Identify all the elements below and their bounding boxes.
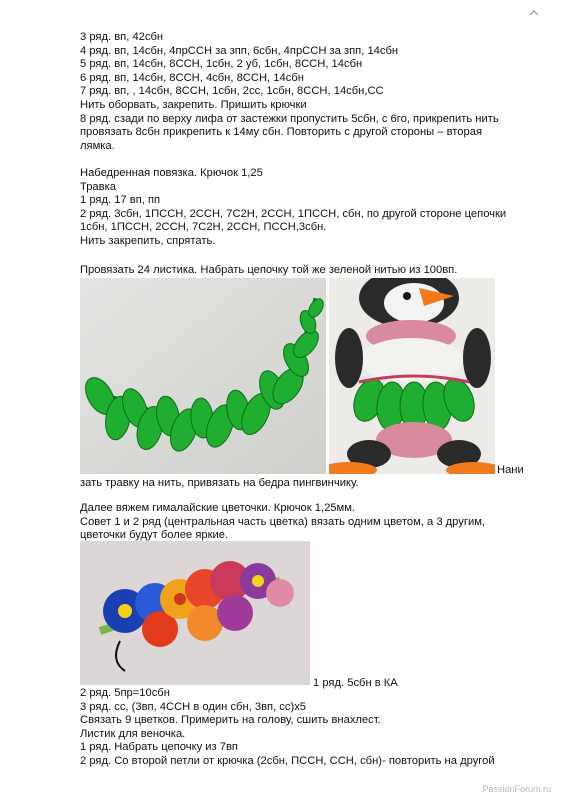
photo-flower-band [80, 541, 310, 685]
text-line: Листик для веночка. [80, 727, 186, 740]
text-line: Набедренная повязка. Крючок 1,25 [80, 167, 263, 179]
text-line: 2 ряд. 3сбн, 1ПССН, 2ССН, 7С2Н, 2ССН, 1ПССН, сбн, по другой стороне цепочки [80, 207, 507, 220]
watermark: PassionForum.ru [482, 784, 551, 794]
text-line: 3 ряд. вп, 42сбн [80, 31, 164, 43]
leaf-garland-illustration [80, 278, 326, 474]
text-block-loincloth [80, 167, 506, 249]
text-line: цветочки будут более яркие. [80, 529, 229, 542]
inline-text-tail: 1 ряд. 5сбн в КА [313, 677, 398, 689]
text-block-rows-3-8 [80, 31, 499, 153]
text-line: Нить оборвать, закрепить. Пришить крючки [80, 98, 307, 111]
text-line: 1 ряд. Набрать цепочку из 7вп [80, 741, 238, 754]
penguin-illustration [329, 278, 495, 474]
photo-leaf-garland [80, 278, 326, 474]
inline-text-line: зать травку на нить, привязать на бедра пингвинчику. [80, 477, 359, 489]
text-line: 2 ряд. 5пр=10сбн [80, 687, 170, 699]
text-block-leaves [80, 264, 457, 278]
text-line: лямка. [80, 139, 115, 152]
text-line: 2 ряд. Со второй петли от крючка (2сбн, ПССН, ССН, сбн)- повторить на другой [80, 754, 495, 767]
text-line: Связать 9 цветков. Примерить на голову, сшить внахлест. [80, 714, 381, 727]
text-line: 8 ряд. сзади по верху лифа от застежки пропустить 5сбн, с 6го, прикрепить нить [80, 112, 499, 125]
text-line: 4 ряд. вп, 14сбн, 4прССН за зпп, 6сбн, 4прССН за зпп, 14сбн [80, 44, 399, 57]
text-line: Нить закрепить, спрятать. [80, 234, 216, 247]
flower-band-illustration [80, 541, 310, 685]
text-line: Травка [80, 180, 116, 193]
chevron-up-icon[interactable] [529, 8, 539, 18]
inline-text-tail: Нани [497, 464, 524, 476]
text-line: 7 ряд. вп, , 14сбн, 8ССН, 1сбн, 2сс, 1сбн, 8ССН, 14сбн,СС [80, 85, 384, 98]
text-line: 6 ряд. вп, 14сбн, 8ССН, 4сбн, 8ССН, 14сбн [80, 71, 304, 84]
text-line: Провязать 24 листика. Набрать цепочку той же зеленой нитью из 100вп. [80, 264, 458, 276]
text-line: 1 ряд. 17 вп, пп [80, 194, 161, 207]
text-line: 5 ряд. вп, 14сбн, 8ССН, 1сбн, 2 уб, 1сбн, 8ССН, 14сбн [80, 58, 363, 71]
text-line: 1сбн, 1ПССН, 2ССН, 7С2Н, 2ССН, ПССН,3сбн. [80, 221, 327, 234]
photo-penguin-skirt [329, 278, 495, 474]
text-line: провязать 8сбн прикрепить к 14му сбн. Повторить с другой стороны – вторая [80, 126, 483, 139]
text-line: Далее вяжем гималайские цветочки. Крючок 1,25мм. [80, 502, 356, 514]
text-line: 3 ряд. сс, (3вп, 4ССН в один сбн, 3вп, сс)х5 [80, 700, 307, 713]
text-block-flower-rows [80, 687, 495, 769]
text-block-flowers [80, 502, 485, 543]
text-line: Совет 1 и 2 ряд (центральная часть цветка) вязать одним цветом, а 3 другим, [80, 515, 485, 528]
